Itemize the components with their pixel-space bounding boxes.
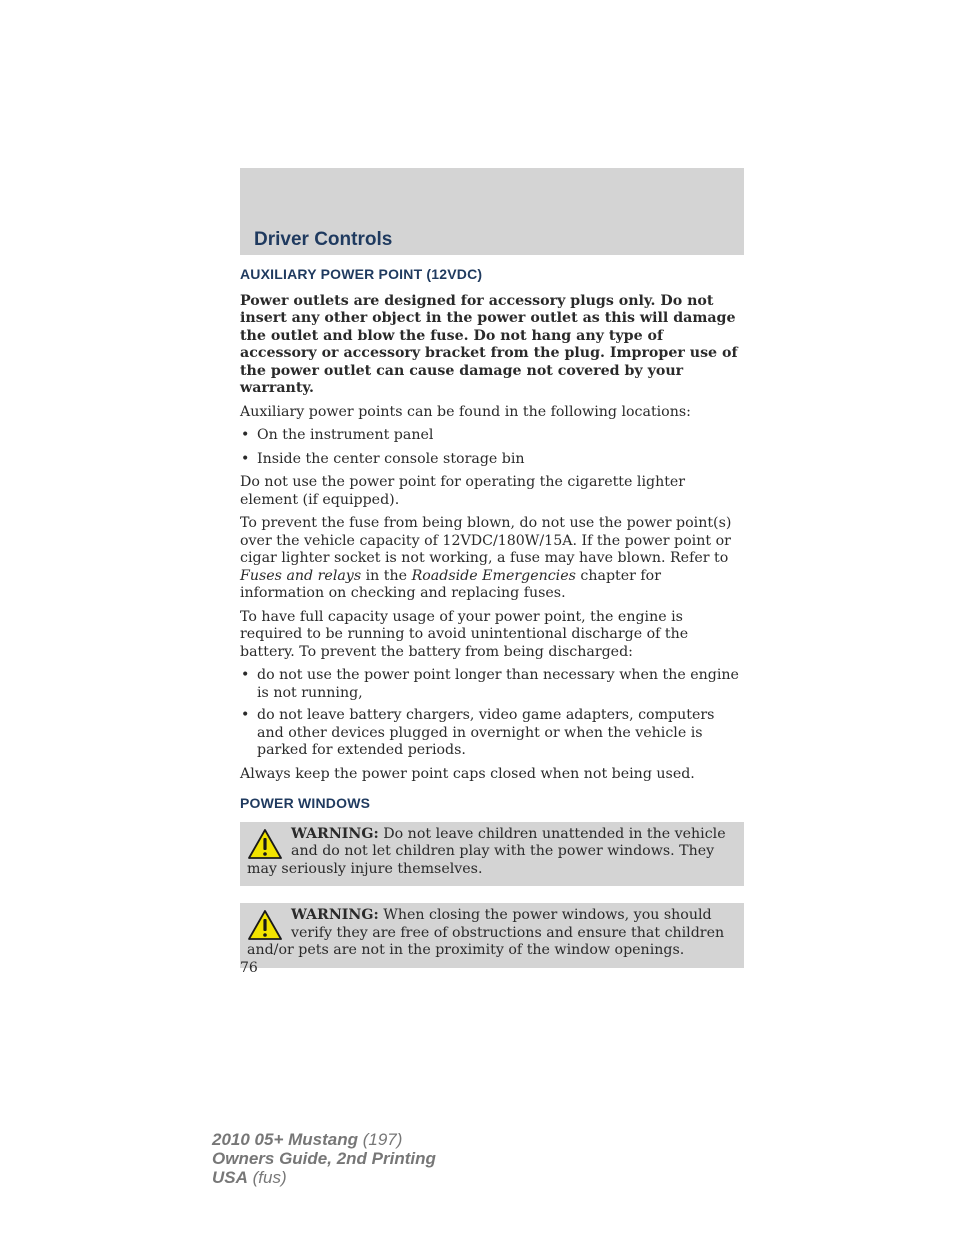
footer-edition: Owners Guide, 2nd Printing (212, 1149, 436, 1168)
roadside-emergencies-reference: Roadside Emergencies (411, 567, 576, 584)
list-item (240, 451, 744, 469)
fuse-text-2: in the (361, 567, 412, 584)
footer-line-edition (212, 1149, 436, 1168)
power-outlet-notice: Power outlets are designed for accessory plugs only. Do not insert any other object in the power outlet as this will damage the outlet and blow the fuse. Do not hang any type of accessory or accessory bracket from the plug. Improper use of the power outlet can cause damage not covered by your warranty. (240, 292, 738, 396)
warning-box (240, 903, 744, 968)
fuse-text-3: chapter for information on checking and replacing fuses. (240, 567, 662, 601)
fuses-relays-reference: Fuses and relays (240, 567, 362, 584)
section-heading-auxiliary-power-point: AUXILIARY POWER POINT (12VDC) (240, 266, 483, 282)
warning-text: Do not leave children unattended in the vehicle and do not let children play with the power windows. They may seriously injure themselves. (247, 825, 726, 877)
bullet-icon: • (241, 427, 250, 443)
fuse-paragraph (240, 515, 744, 603)
chapter-title: Driver Controls (254, 229, 393, 250)
chapter-header-band (240, 168, 744, 255)
footer-line-model (212, 1130, 436, 1149)
warning-box (240, 822, 744, 887)
list-item (240, 667, 744, 702)
bullet-icon: • (241, 667, 250, 683)
locations-intro: Auxiliary power points can be found in the following locations: (240, 403, 691, 420)
bullet-icon: • (241, 707, 250, 723)
warning-triangle-icon (247, 828, 283, 860)
footer-model: 2010 05+ Mustang (212, 1130, 358, 1149)
page-number: 76 (240, 960, 258, 976)
section-heading-power-windows: POWER WINDOWS (240, 795, 371, 811)
page-content (240, 266, 744, 985)
list-item-text: do not use the power point longer than necessary when the engine is not running, (257, 667, 739, 701)
list-item-text: Inside the center console storage bin (257, 450, 525, 467)
footer-market-code: (fus) (247, 1168, 287, 1187)
document-footer (212, 1130, 436, 1187)
list-item (240, 707, 744, 760)
warning-text: When closing the power windows, you should verify they are free of obstructions and ensure that children and/or pets are not in the proximity of the window openings. (247, 907, 725, 958)
footer-line-market (212, 1168, 436, 1187)
footer-model-code: (197) (358, 1130, 403, 1149)
warning-label: WARNING: (291, 907, 379, 923)
capacity-paragraph: To have full capacity usage of your power point, the engine is required to be running to avoid unintentional discharge of the battery. To prevent the battery from being discharged: (240, 608, 689, 660)
caps-closed-note: Always keep the power point caps closed when not being used. (240, 765, 695, 782)
footer-market: USA (212, 1168, 248, 1187)
warning-triangle-icon (247, 909, 283, 941)
fuse-text-1: To prevent the fuse from being blown, do not use the power point(s) over the vehicle capacity of 12VDC/180W/15A. If the power point or cigar lighter socket is not working, a fuse may have blown. Refer to (240, 515, 732, 566)
list-item-text: do not leave battery chargers, video game adapters, computers and other devices plugged in overnight or when the vehicle is parked for extended periods. (257, 707, 715, 758)
list-item (240, 427, 744, 445)
cigarette-lighter-note: Do not use the power point for operating the cigarette lighter element (if equipped). (240, 474, 686, 508)
warning-label: WARNING: (291, 825, 379, 842)
locations-list (240, 427, 744, 468)
battery-tips-list (240, 667, 744, 760)
list-item-text: On the instrument panel (257, 427, 434, 443)
bullet-icon: • (241, 450, 250, 467)
